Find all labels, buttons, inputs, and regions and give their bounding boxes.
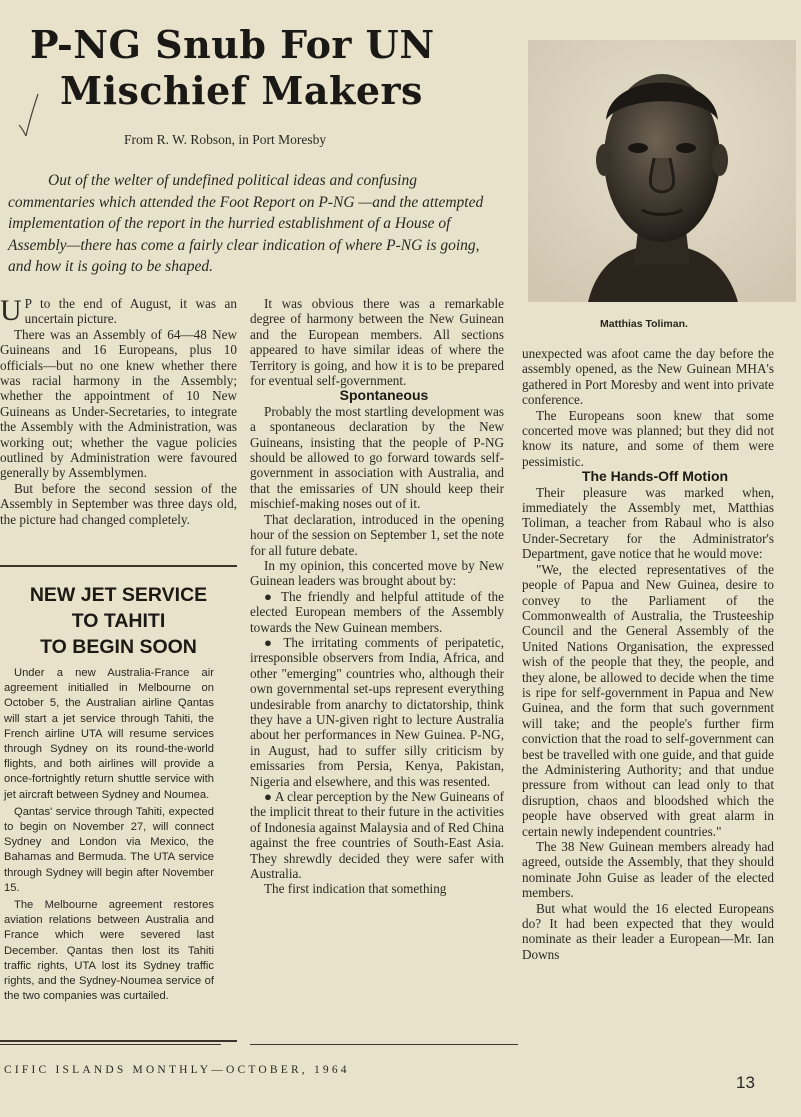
article-column-1 [0, 296, 237, 527]
col3-paragraph-5: The 38 New Guinean members already had agreed, outside the Assembly, that they should nominate John Guise as leader of the elected members. [522, 839, 774, 901]
col3-paragraph-4: "We, the elected representatives of the people of Papua and New Guinea, desire to convey to the Parliament of the Commonwealth of Australia, the Trusteeship Council and the General Assembly of the United Nations Organisation, the expressed wish of the people that they, the people, and they alone, be allowed to decide when the time is ripe for self-government in Papua and New Guinea, and the form that such government will take; and the people's further firm conviction that the road to self-government can best be travelled with one guide, and that guide the Administering Authority; and that undue pressure from without can lead only to that disruption, chaos and bloodshed which the people have observed with great alarm in certain newly independent countries." [522, 561, 774, 839]
headline-line-2: Mischief Makers [60, 68, 423, 113]
jet-paragraph-2: Qantas' service through Tahiti, expected to begin on November 27, will connect Sydney and London via Mexico, the Bahamas and Bermuda. The UTA service through Sydney will begin after November 15. [4, 805, 214, 894]
jet-service-headline: NEW JET SERVICE TO TAHITI TO BEGIN SOON [29, 584, 208, 658]
col2-bullet-1: ● The friendly and helpful attitude of the elected European members of the Assembly towards the New Guinean members. [250, 588, 504, 635]
headline [30, 22, 500, 114]
portrait-photo [528, 40, 796, 302]
pen-tick-mark-icon [16, 92, 46, 142]
bullet-icon: ● [264, 588, 281, 604]
article-column-2 [250, 296, 504, 897]
col3-paragraph-3: Their pleasure was marked when, immediately the Assembly met, Matthias Toliman, a teacher from Rabaul who is also Under-Secretary for the Administrator's Department, gave notice that he would move: [522, 484, 774, 562]
col1-paragraph-3: But before the second session of the Assembly in September was three days old, the picture had changed completely. [0, 480, 237, 527]
jet-paragraph-1: Under a new Australia-France air agreement initialled in Melbourne on October 5, the Australian airline Qantas will start a jet service through Tahiti, the French airline UTA will resume services through Sydney on its round-the-world flights, and both airlines will provide a once-fortnightly return shuttle service with jet aircraft between Sydney and Noumea. [4, 667, 214, 801]
drop-cap: U [0, 294, 22, 327]
subhead-hands-off-motion: The Hands-Off Motion [581, 468, 729, 485]
col2-paragraph-3: That declaration, introduced in the opening hour of the session on September 1, set the note for all future debate. [250, 511, 504, 558]
page-number: 13 [736, 1073, 755, 1092]
col1-paragraph-1: U P to the end of August, it was an uncertain picture. [0, 294, 237, 327]
col3-paragraph-2: The Europeans soon knew that some concerted move was planned; but they did not know its nature, and some of them were pessimistic. [522, 407, 774, 469]
bullet-icon: ● [264, 634, 284, 650]
running-footer: CIFIC ISLANDS MONTHLY—OCTOBER, 1964 [4, 1064, 350, 1076]
portrait-illustration [528, 40, 796, 302]
article-column-3 [522, 346, 774, 962]
col2-paragraph-1: It was obvious there was a remarkable degree of harmony between the New Guinean and the European members. All sections appeared to have similar ideas of where the Territory is going, and how it is to be prepared for eventual self-government. [250, 296, 504, 389]
col2-paragraph-8: The first indication that something [264, 881, 447, 897]
box-rule-top [0, 565, 237, 567]
box-rule-thin [0, 1044, 221, 1045]
col3-paragraph-1: unexpected was afoot came the day before the assembly opened, as the New Guinean MHA's gathered in Port Moresby and went into private conference. [522, 346, 774, 408]
column-bottom-rule [250, 1044, 518, 1045]
jet-paragraph-3: The Melbourne agreement restores aviation relations between Australia and France which were severed last December. Qantas then lost its Tahiti traffic rights, UTA lost its Sydney traffic rights, and the Sydney-Noumea service of the two companies was curtailed. [4, 899, 214, 1003]
intro-paragraph: Out of the welter of undefined political ideas and confusing commentaries which attended the Foot Report on P-NG —and the attempted implementation of the report in the hurried establishment of a House of Assembly—there has come a fairly clear indication of where P-NG is going, and how it is going to be shaped. [8, 172, 484, 275]
col2-bullet-2: ● The irritating comments of peripatetic, irresponsible observers from India, Africa, and other "emerging" countries who, although their own governmental set-ups represent everything undesirable from anarchy to dictatorship, think they have a UN-given right to lecture Australia about her performances in New Guinea. P-NG, in August, had to suffer silly criticism by emissaries from Persia, Kenya, Pakistan, Nigeria and elsewhere, and this was resented. [250, 634, 504, 789]
photo-caption: Matthias Toliman. [600, 318, 688, 330]
col2-paragraph-4: In my opinion, this concerted move by New Guinean leaders was brought about by: [250, 557, 504, 589]
jet-service-story [4, 666, 214, 1006]
subhead-spontaneous: Spontaneous [339, 387, 429, 404]
byline: From R. W. Robson, in Port Moresby [124, 132, 327, 147]
box-rule-bottom [0, 1040, 237, 1042]
col3-paragraph-6: But what would the 16 elected Europeans do? It had been expected that they would nominate as their leader a European—Mr. Ian Downs [522, 900, 774, 962]
col2-bullet-3: ● A clear perception by the New Guineans of the implicit threat to their future in the activities of Indonesia against Malaysia and of Red China against the free countries of South-East Asia. They shrewdly decided they were safer with Australia. [250, 789, 504, 882]
bullet-icon: ● [264, 789, 275, 804]
headline-line-1: P-NG Snub For UN [30, 22, 435, 67]
col1-paragraph-2: There was an Assembly of 64—48 New Guineans and 16 Europeans, plus 10 officials—but no one knew whether there was racial harmony in the Assembly; whether the appointment of 10 New Guineans as Under-Secretaries, to integrate the Assembly with the Administration, was working out; whether the vague policies outlined by Administration were favoured generally by Assemblymen. [0, 326, 237, 481]
col2-paragraph-2: Probably the most startling development was a spontaneous declaration by the New Guineans, insisting that the people of P-NG should be allowed to go forward towards self-government in association with Australia, and that the emissaries of UN should keep their mischief-making noses out of it. [250, 403, 504, 512]
